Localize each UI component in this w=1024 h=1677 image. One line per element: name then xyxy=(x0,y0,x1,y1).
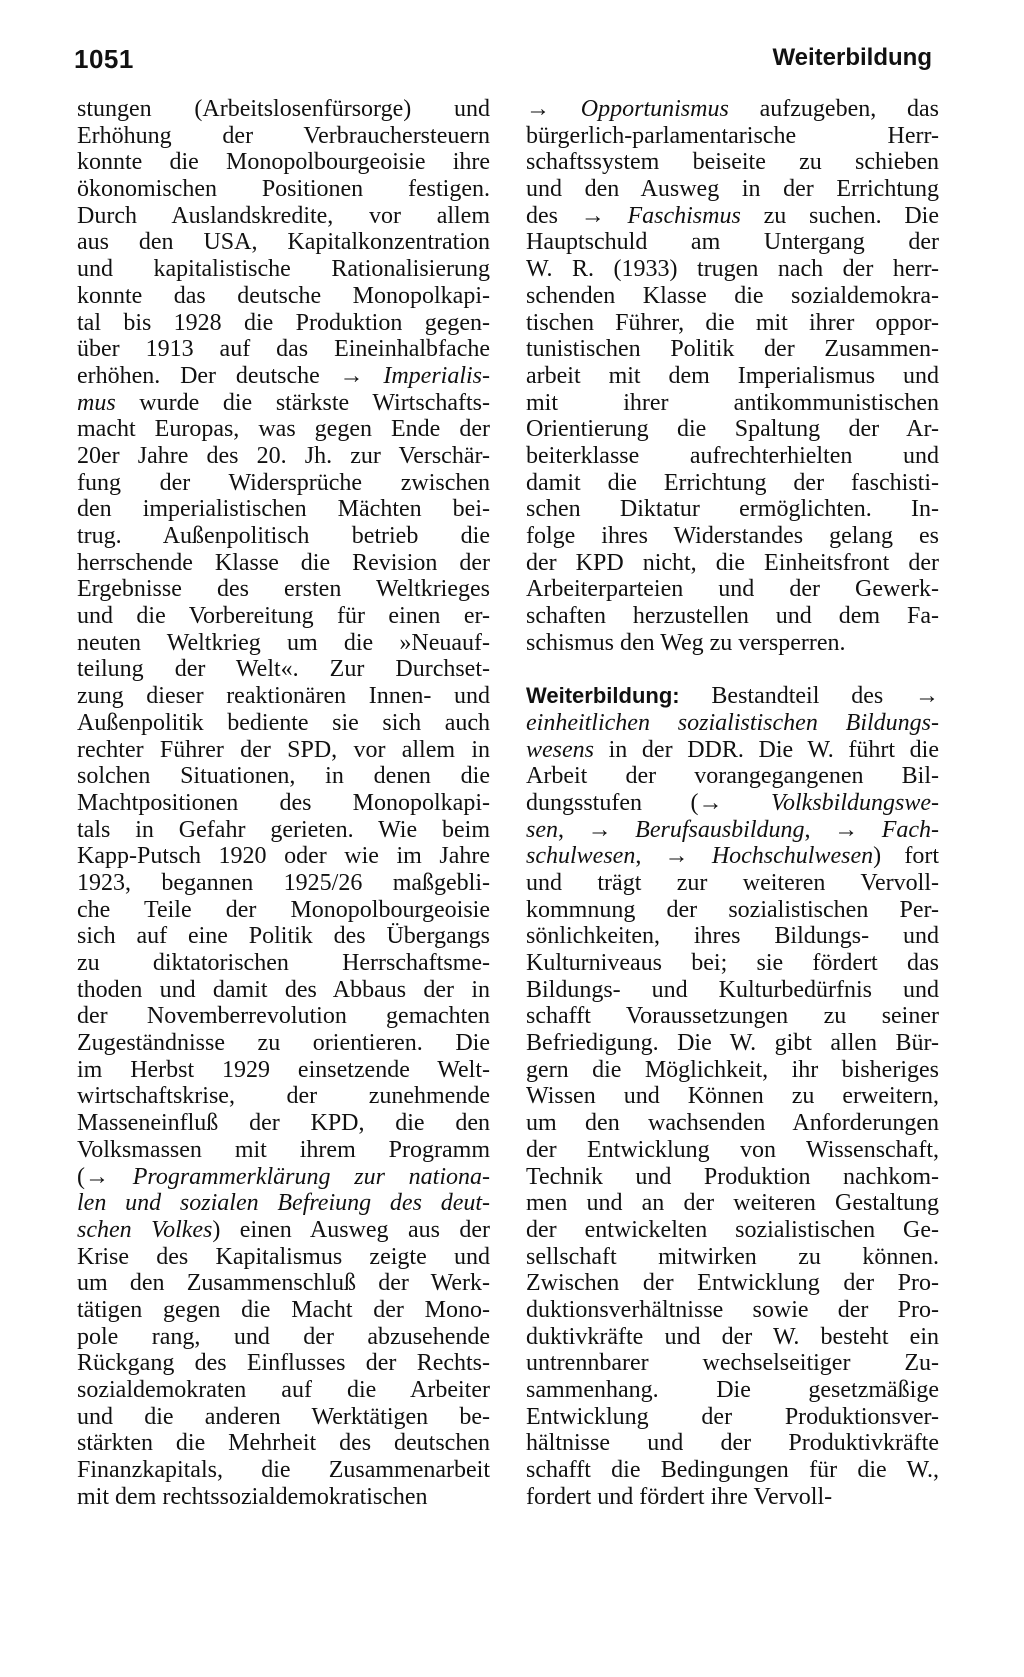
right-line: Hauptschuld am Untergang der xyxy=(526,229,939,256)
left-line: und kapitalistische Rationalisierung xyxy=(77,256,490,283)
right-line: schaftssystem beiseite zu schieben xyxy=(526,149,939,176)
entry-line: dungsstufen (→ Volksbildungswe- xyxy=(526,789,939,816)
entry-line: sen, → Berufsausbildung, → Fach- xyxy=(526,816,939,843)
left-line: zung dieser reaktionären Innen- und xyxy=(77,683,490,710)
left-line: aus den USA, Kapitalkonzentration xyxy=(77,229,490,256)
left-line: Zugeständnisse zu orientieren. Die xyxy=(77,1030,490,1057)
right-line: schismus den Weg zu versperren. xyxy=(526,629,846,656)
entry-body xyxy=(526,710,939,1511)
right-line: tischen Führer, die mit ihrer oppor- xyxy=(526,309,939,336)
entry-line: Wissen und Können zu erweitern, xyxy=(526,1083,939,1110)
entry-line: sammenhang. Die gesetzmäßige xyxy=(526,1377,939,1403)
left-line: (→ Programmerklärung zur nationa- xyxy=(77,1163,490,1190)
left-line: len und sozialen Befreiung des deut- xyxy=(77,1190,490,1217)
left-line: mit dem rechtssozialdemokratischen xyxy=(77,1483,428,1510)
entry-line: um den wachsenden Anforderungen xyxy=(526,1110,939,1137)
entry-line: einheitlichen sozialistischen Bildungs- xyxy=(526,709,939,736)
right-line: tunistischen Politik der Zusammen- xyxy=(526,336,939,363)
left-line: Volksmassen mit ihrem Programm xyxy=(77,1136,490,1163)
left-line: sozialdemokraten auf die Arbeiter xyxy=(77,1377,490,1403)
entry-line: hältnisse und der Produktivkräfte xyxy=(526,1430,939,1457)
left-line: 1923, begannen 1925/26 maßgebli- xyxy=(77,869,490,896)
right-line: damit die Errichtung der faschisti- xyxy=(526,469,939,496)
right-line: bürgerlich-parlamentarische Herr- xyxy=(526,122,939,149)
entry-first-line-text: Bestandteil des → xyxy=(679,683,939,710)
entry-line: gern die Möglichkeit, ihr bisheriges xyxy=(526,1056,939,1083)
right-line: des → Faschismus zu suchen. Die xyxy=(526,202,939,229)
left-line: konnte das deutsche Monopolkapi- xyxy=(77,282,490,309)
continued-article xyxy=(526,96,939,656)
left-line: Krise des Kapitalismus zeigte und xyxy=(77,1243,490,1270)
left-line: Durch Auslandskredite, vor allem xyxy=(77,202,490,229)
left-line: der Novemberrevolution gemachten xyxy=(77,1003,490,1030)
right-line: der KPD nicht, die Einheitsfront der xyxy=(526,549,939,576)
entry-line: fordert und fördert ihre Vervoll- xyxy=(526,1483,833,1510)
left-line: fung der Widersprüche zwischen xyxy=(77,469,490,496)
left-line: trug. Außenpolitisch betrieb die xyxy=(77,523,490,549)
entry-line: schulwesen, → Hochschulwesen) fort xyxy=(526,843,939,870)
left-line: schen Volkes) einen Ausweg aus der xyxy=(77,1216,490,1243)
left-line: über 1913 auf das Eineinhalbfache xyxy=(77,336,490,363)
right-line: folge ihres Widerstandes gelang es xyxy=(526,523,939,549)
right-line: mit ihrer antikommunistischen xyxy=(526,389,939,416)
left-line: macht Europas, was gegen Ende der xyxy=(77,416,490,443)
left-line: sich auf eine Politik des Übergangs xyxy=(77,923,490,950)
left-line: den imperialistischen Mächten bei- xyxy=(77,496,490,523)
entry-line: sönlichkeiten, ihres Bildungs- und xyxy=(526,923,939,950)
entry-line: duktionsverhältnisse sowie der Pro- xyxy=(526,1296,939,1323)
left-line: Erhöhung der Verbrauchersteuern xyxy=(77,122,490,149)
left-line: Ergebnisse des ersten Weltkrieges xyxy=(77,576,490,603)
left-line: um den Zusammenschluß der Werk- xyxy=(77,1270,490,1297)
right-line: schenden Klasse die sozialdemokra- xyxy=(526,282,939,309)
left-line: herrschende Klasse die Revision der xyxy=(77,549,490,576)
right-line: schen Diktatur ermöglichten. In- xyxy=(526,496,939,523)
left-line: Kapp-Putsch 1920 oder wie im Jahre xyxy=(77,843,490,870)
entry-weiterbildung xyxy=(526,683,939,1510)
page-number: 1051 xyxy=(74,44,134,74)
left-line: pole rang, und der abzusehende xyxy=(77,1323,490,1350)
entry-line: Technik und Produktion nachkom- xyxy=(526,1163,939,1190)
left-line: konnte die Monopolbourgeoisie ihre xyxy=(77,149,490,176)
entry-line: schafft Voraussetzungen zu seiner xyxy=(526,1003,939,1030)
right-line: W. R. (1933) trugen nach der herr- xyxy=(526,256,939,283)
right-line: arbeit mit dem Imperialismus und xyxy=(526,362,939,389)
right-line: schaften herzustellen und dem Fa- xyxy=(526,603,939,630)
entry-line: wesens in der DDR. Die W. führt die xyxy=(526,736,939,763)
left-line: teilung der Welt«. Zur Durchset- xyxy=(77,656,490,683)
left-line: tal bis 1928 die Produktion gegen- xyxy=(77,309,490,336)
entry-line: untrennbarer wechselseitiger Zu- xyxy=(526,1350,939,1377)
entry-line: schafft die Bedingungen für die W., xyxy=(526,1457,939,1484)
left-line: tätigen gegen die Macht der Mono- xyxy=(77,1296,490,1323)
left-line: Machtpositionen des Monopolkapi- xyxy=(77,789,490,816)
entry-line: duktivkräfte und der W. besteht ein xyxy=(526,1323,939,1350)
entry-line: und trägt zur weiteren Vervoll- xyxy=(526,869,939,896)
left-line: mus wurde die stärkste Wirtschafts- xyxy=(77,389,490,416)
right-line: Orientierung die Spaltung der Ar- xyxy=(526,416,939,443)
entry-line: sellschaft mitwirken zu können. xyxy=(526,1243,939,1270)
entry-headword: Weiterbildung: xyxy=(526,683,680,709)
entry-first-line xyxy=(526,683,939,710)
left-line: che Teile der Monopolbourgeoisie xyxy=(77,896,490,923)
left-line: tals in Gefahr gerieten. Wie beim xyxy=(77,816,490,843)
entry-line: Arbeit der vorangegangenen Bil- xyxy=(526,763,939,790)
left-line: und die anderen Werktätigen be- xyxy=(77,1403,490,1430)
left-line: erhöhen. Der deutsche → Imperialis- xyxy=(77,362,490,389)
entry-line: kommnung der sozialistischen Per- xyxy=(526,896,939,923)
entry-line: Bildungs- und Kulturbedürfnis und xyxy=(526,976,939,1003)
entry-line: Kulturniveaus bei; sie fördert das xyxy=(526,950,939,976)
right-line: und den Ausweg in der Errichtung xyxy=(526,176,939,203)
entry-line: der entwickelten sozialistischen Ge- xyxy=(526,1216,939,1243)
left-line: neuten Weltkrieg um die »Neuauf- xyxy=(77,629,490,656)
entry-line: men und an der weiteren Gestaltung xyxy=(526,1190,939,1217)
right-line: → Opportunismus aufzugeben, das xyxy=(526,96,939,122)
left-line: zu diktatorischen Herrschaftsme- xyxy=(77,950,490,976)
left-line: stungen (Arbeitslosenfürsorge) und xyxy=(77,96,490,122)
entry-line: der Entwicklung von Wissenschaft, xyxy=(526,1136,939,1163)
entry-line: Entwicklung der Produktionsver- xyxy=(526,1403,939,1430)
left-line: im Herbst 1929 einsetzende Welt- xyxy=(77,1056,490,1083)
left-line: rechter Führer der SPD, vor allem in xyxy=(77,736,490,763)
left-line: thoden und damit des Abbaus der in xyxy=(77,976,490,1003)
right-column xyxy=(526,96,939,1510)
right-line: Arbeiterparteien und der Gewerk- xyxy=(526,576,939,603)
right-line: beiterklasse aufrechterhielten und xyxy=(526,442,939,469)
left-column xyxy=(77,96,490,1510)
left-line: 20er Jahre des 20. Jh. zur Verschär- xyxy=(77,442,490,469)
entry-line: Zwischen der Entwicklung der Pro- xyxy=(526,1270,939,1297)
left-line: ökonomischen Positionen festigen. xyxy=(77,176,490,203)
left-line: solchen Situationen, in denen die xyxy=(77,763,490,790)
entry-separator xyxy=(526,656,939,683)
left-line: Rückgang des Einflusses der Rechts- xyxy=(77,1350,490,1377)
left-line: Finanzkapitals, die Zusammenarbeit xyxy=(77,1457,490,1484)
left-line: und die Vorbereitung für einen er- xyxy=(77,603,490,630)
entry-line: Befriedigung. Die W. gibt allen Bür- xyxy=(526,1030,939,1057)
left-line: Masseneinfluß der KPD, die den xyxy=(77,1110,490,1137)
running-head: Weiterbildung xyxy=(772,44,932,71)
left-line: Außenpolitik bediente sie sich auch xyxy=(77,709,490,736)
left-line: wirtschaftskrise, der zunehmende xyxy=(77,1083,490,1110)
left-line: stärkten die Mehrheit des deutschen xyxy=(77,1430,490,1457)
